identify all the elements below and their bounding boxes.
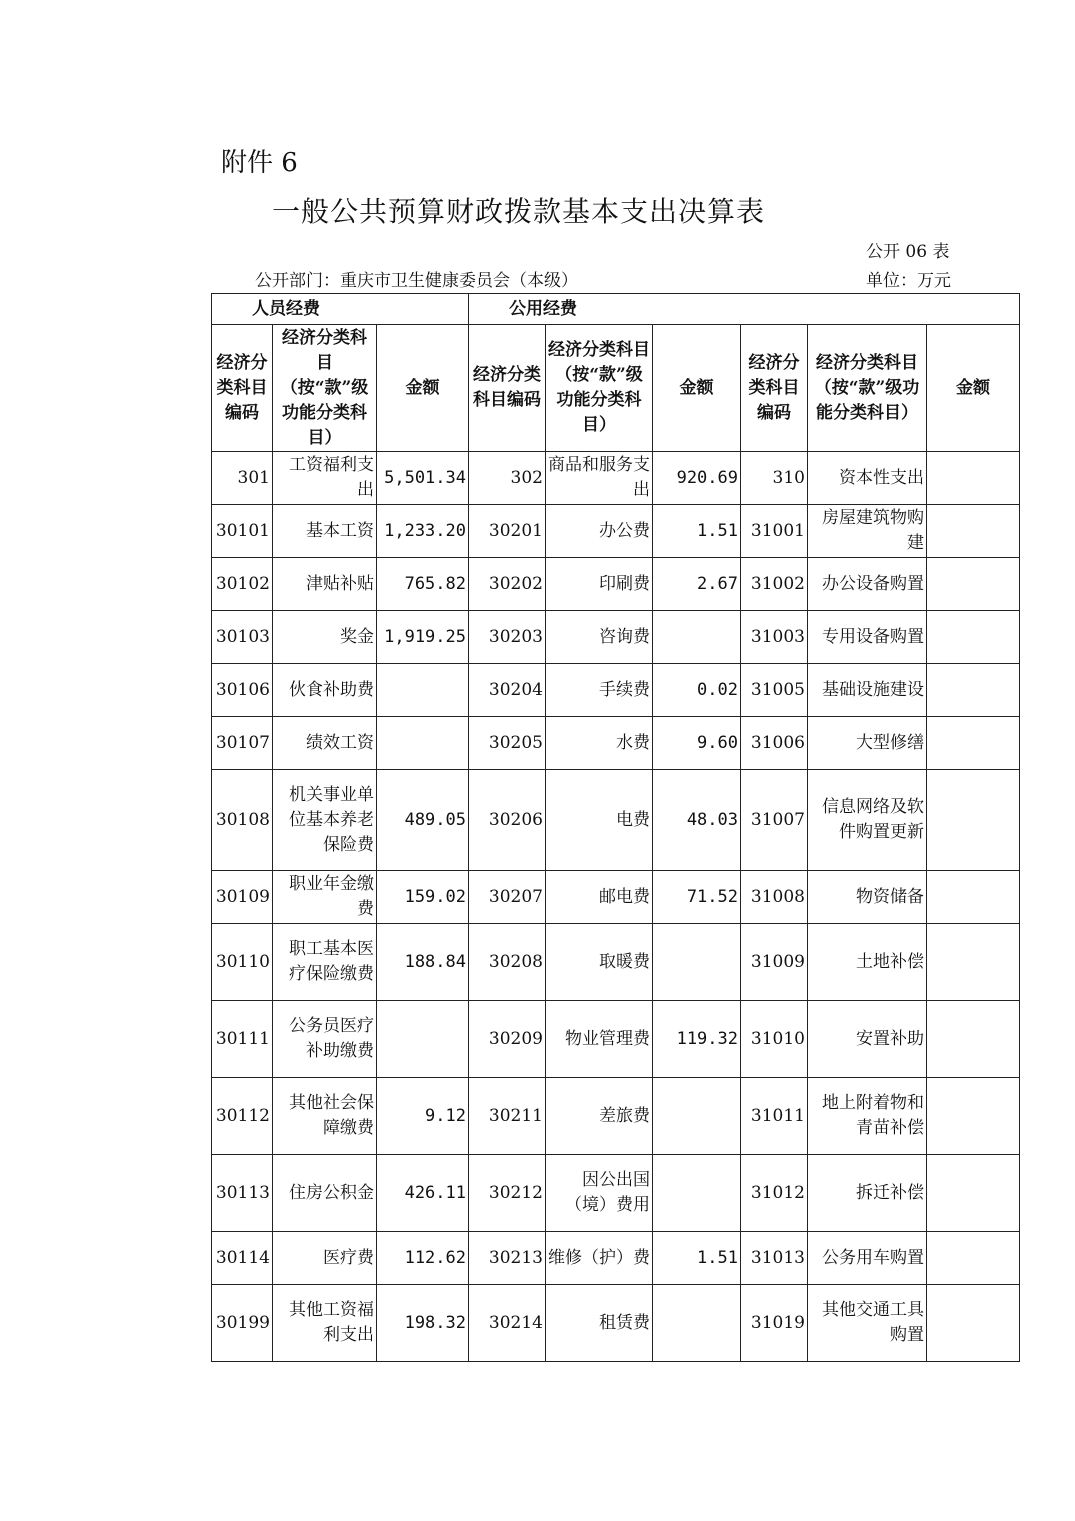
cell-amount: 1.51 xyxy=(653,1232,741,1285)
cell-amount: 0.02 xyxy=(653,664,741,717)
cell-code: 31009 xyxy=(741,924,808,1001)
cell-amount xyxy=(927,611,1020,664)
cell-name: 绩效工资 xyxy=(273,717,377,770)
cell-code: 31010 xyxy=(741,1001,808,1078)
cell-name: 机关事业单位基本养老保险费 xyxy=(273,770,377,871)
cell-code: 30108 xyxy=(212,770,273,871)
cell-name: 医疗费 xyxy=(273,1232,377,1285)
cell-amount: 112.62 xyxy=(377,1232,469,1285)
table-row xyxy=(212,1001,1020,1078)
cell-name: 电费 xyxy=(546,770,653,871)
cell-name: 津贴补贴 xyxy=(273,558,377,611)
page-title: 一般公共预算财政拨款基本支出决算表 xyxy=(272,195,766,228)
cell-amount xyxy=(653,1078,741,1155)
cell-name: 房屋建筑物购建 xyxy=(808,505,927,558)
cell-code: 30205 xyxy=(469,717,546,770)
cell-name: 职工基本医疗保险缴费 xyxy=(273,924,377,1001)
cell-code: 30114 xyxy=(212,1232,273,1285)
table-row xyxy=(212,1078,1020,1155)
department-label: 公开部门：重庆市卫生健康委员会（本级） xyxy=(255,271,578,291)
cell-code: 31002 xyxy=(741,558,808,611)
cell-amount xyxy=(927,558,1020,611)
cell-name: 土地补偿 xyxy=(808,924,927,1001)
unit-label: 单位：万元 xyxy=(866,271,951,291)
cell-code: 30203 xyxy=(469,611,546,664)
cell-amount: 198.32 xyxy=(377,1285,469,1362)
cell-name: 物资储备 xyxy=(808,871,927,924)
cell-amount xyxy=(377,664,469,717)
cell-name: 手续费 xyxy=(546,664,653,717)
cell-name: 因公出国（境）费用 xyxy=(546,1155,653,1232)
cell-amount xyxy=(927,770,1020,871)
cell-name: 基本工资 xyxy=(273,505,377,558)
cell-name: 工资福利支出 xyxy=(273,452,377,505)
cell-name: 取暖费 xyxy=(546,924,653,1001)
cell-name: 办公设备购置 xyxy=(808,558,927,611)
header-code: 经济分类科目编码 xyxy=(212,325,273,452)
cell-amount: 9.60 xyxy=(653,717,741,770)
table-row xyxy=(212,1285,1020,1362)
header-code: 经济分类科目编码 xyxy=(741,325,808,452)
table-row xyxy=(212,452,1020,505)
cell-amount xyxy=(927,1078,1020,1155)
cell-code: 30201 xyxy=(469,505,546,558)
cell-name: 租赁费 xyxy=(546,1285,653,1362)
cell-amount: 489.05 xyxy=(377,770,469,871)
cell-name: 邮电费 xyxy=(546,871,653,924)
cell-name: 专用设备购置 xyxy=(808,611,927,664)
cell-name: 其他社会保障缴费 xyxy=(273,1078,377,1155)
cell-amount: 426.11 xyxy=(377,1155,469,1232)
table-row xyxy=(212,1232,1020,1285)
table-number: 公开 06 表 xyxy=(866,242,950,262)
cell-amount xyxy=(927,1285,1020,1362)
cell-code: 30212 xyxy=(469,1155,546,1232)
cell-amount xyxy=(377,717,469,770)
cell-name: 大型修缮 xyxy=(808,717,927,770)
cell-amount: 9.12 xyxy=(377,1078,469,1155)
cell-amount xyxy=(927,871,1020,924)
cell-amount xyxy=(927,505,1020,558)
cell-code: 30106 xyxy=(212,664,273,717)
cell-name: 安置补助 xyxy=(808,1001,927,1078)
cell-name: 基础设施建设 xyxy=(808,664,927,717)
table-row xyxy=(212,505,1020,558)
cell-code: 30110 xyxy=(212,924,273,1001)
cell-amount: 188.84 xyxy=(377,924,469,1001)
cell-code: 31001 xyxy=(741,505,808,558)
cell-code: 31003 xyxy=(741,611,808,664)
cell-amount: 5,501.34 xyxy=(377,452,469,505)
cell-name: 维修（护）费 xyxy=(546,1232,653,1285)
cell-code: 302 xyxy=(469,452,546,505)
cell-amount xyxy=(927,1232,1020,1285)
cell-code: 30101 xyxy=(212,505,273,558)
cell-code: 30206 xyxy=(469,770,546,871)
table-row xyxy=(212,871,1020,924)
cell-amount xyxy=(927,452,1020,505)
cell-code: 30109 xyxy=(212,871,273,924)
cell-amount xyxy=(927,664,1020,717)
cell-amount xyxy=(653,924,741,1001)
cell-code: 31005 xyxy=(741,664,808,717)
cell-name: 物业管理费 xyxy=(546,1001,653,1078)
header-amount: 金额 xyxy=(377,325,469,452)
cell-amount xyxy=(927,1001,1020,1078)
cell-code: 30102 xyxy=(212,558,273,611)
header-name: 经济分类科目（按“款”级功能分类科目） xyxy=(546,325,653,452)
cell-code: 30214 xyxy=(469,1285,546,1362)
cell-name: 水费 xyxy=(546,717,653,770)
cell-amount xyxy=(653,1155,741,1232)
table-row xyxy=(212,770,1020,871)
cell-code: 30213 xyxy=(469,1232,546,1285)
cell-code: 31007 xyxy=(741,770,808,871)
cell-name: 商品和服务支出 xyxy=(546,452,653,505)
cell-name: 咨询费 xyxy=(546,611,653,664)
cell-amount xyxy=(653,611,741,664)
table-row xyxy=(212,611,1020,664)
cell-code: 31019 xyxy=(741,1285,808,1362)
table-row xyxy=(212,924,1020,1001)
cell-amount xyxy=(927,1155,1020,1232)
cell-code: 31008 xyxy=(741,871,808,924)
header-name: 经济分类科目（按“款”级功能分类科目） xyxy=(273,325,377,452)
cell-name: 公务员医疗补助缴费 xyxy=(273,1001,377,1078)
cell-name: 资本性支出 xyxy=(808,452,927,505)
cell-code: 30111 xyxy=(212,1001,273,1078)
cell-name: 奖金 xyxy=(273,611,377,664)
cell-amount: 765.82 xyxy=(377,558,469,611)
cell-code: 31011 xyxy=(741,1078,808,1155)
cell-amount: 2.67 xyxy=(653,558,741,611)
section-personnel: 人员经费 xyxy=(212,294,469,325)
cell-name: 其他工资福利支出 xyxy=(273,1285,377,1362)
table-row xyxy=(212,664,1020,717)
cell-amount: 159.02 xyxy=(377,871,469,924)
cell-code: 30208 xyxy=(469,924,546,1001)
cell-code: 31013 xyxy=(741,1232,808,1285)
cell-code: 30113 xyxy=(212,1155,273,1232)
budget-table xyxy=(211,293,1020,1362)
cell-amount xyxy=(653,1285,741,1362)
cell-code: 30199 xyxy=(212,1285,273,1362)
cell-amount xyxy=(927,924,1020,1001)
cell-name: 职业年金缴费 xyxy=(273,871,377,924)
header-amount: 金额 xyxy=(927,325,1020,452)
cell-code: 30204 xyxy=(469,664,546,717)
cell-amount xyxy=(377,1001,469,1078)
cell-code: 31012 xyxy=(741,1155,808,1232)
cell-amount: 71.52 xyxy=(653,871,741,924)
cell-code: 30209 xyxy=(469,1001,546,1078)
cell-name: 印刷费 xyxy=(546,558,653,611)
cell-amount: 48.03 xyxy=(653,770,741,871)
section-public: 公用经费 xyxy=(469,294,1020,325)
table-row xyxy=(212,717,1020,770)
table-row xyxy=(212,558,1020,611)
cell-name: 其他交通工具购置 xyxy=(808,1285,927,1362)
cell-amount: 119.32 xyxy=(653,1001,741,1078)
header-code: 经济分类科目编码 xyxy=(469,325,546,452)
cell-name: 办公费 xyxy=(546,505,653,558)
cell-name: 伙食补助费 xyxy=(273,664,377,717)
cell-amount: 1,919.25 xyxy=(377,611,469,664)
header-name: 经济分类科目（按“款”级功能分类科目） xyxy=(808,325,927,452)
cell-code: 310 xyxy=(741,452,808,505)
cell-name: 拆迁补偿 xyxy=(808,1155,927,1232)
attachment-label: 附件 6 xyxy=(221,148,298,178)
cell-code: 31006 xyxy=(741,717,808,770)
cell-name: 信息网络及软件购置更新 xyxy=(808,770,927,871)
cell-code: 301 xyxy=(212,452,273,505)
cell-amount xyxy=(927,717,1020,770)
cell-name: 公务用车购置 xyxy=(808,1232,927,1285)
cell-name: 地上附着物和青苗补偿 xyxy=(808,1078,927,1155)
cell-name: 差旅费 xyxy=(546,1078,653,1155)
cell-name: 住房公积金 xyxy=(273,1155,377,1232)
cell-code: 30103 xyxy=(212,611,273,664)
header-amount: 金额 xyxy=(653,325,741,452)
cell-code: 30207 xyxy=(469,871,546,924)
cell-code: 30211 xyxy=(469,1078,546,1155)
cell-amount: 1.51 xyxy=(653,505,741,558)
cell-code: 30202 xyxy=(469,558,546,611)
table-row xyxy=(212,1155,1020,1232)
cell-code: 30107 xyxy=(212,717,273,770)
cell-amount: 920.69 xyxy=(653,452,741,505)
cell-amount: 1,233.20 xyxy=(377,505,469,558)
cell-code: 30112 xyxy=(212,1078,273,1155)
